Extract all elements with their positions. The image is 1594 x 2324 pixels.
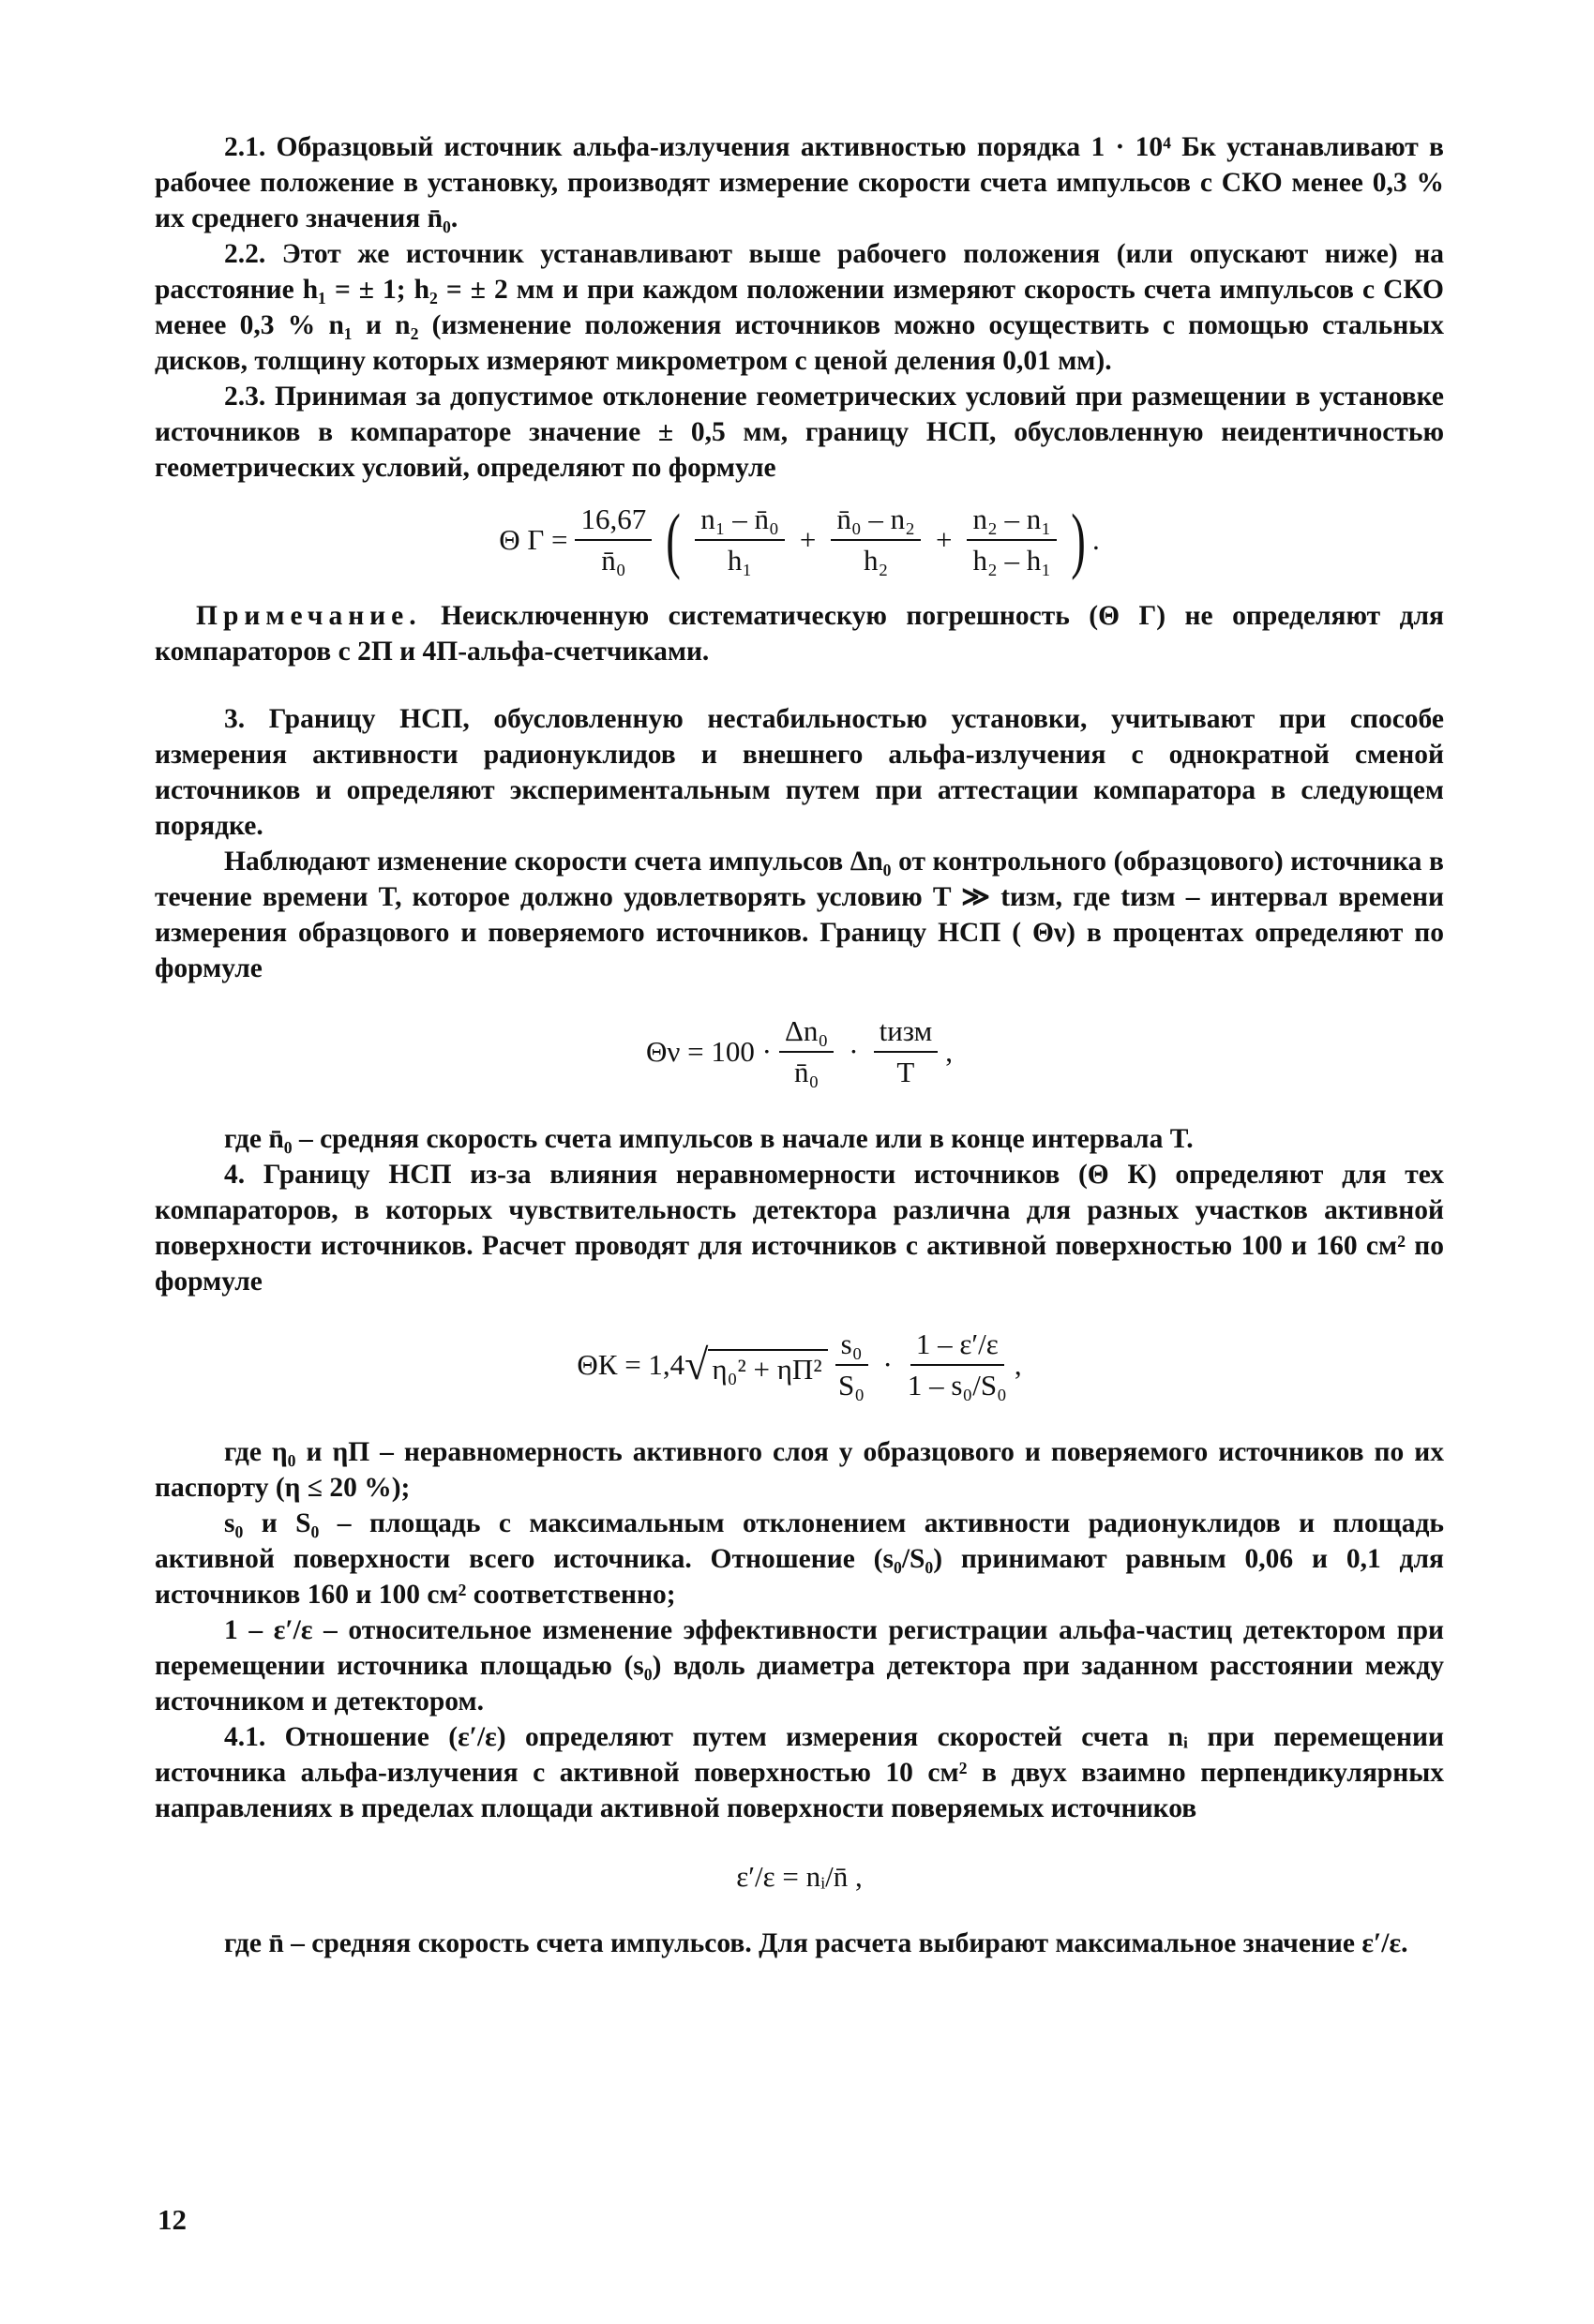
term-1-numerator: n₁ – n̄₀ (695, 502, 785, 541)
paragraph-where-eta: где η₀ и ηП – неравномерность активного слоя у образцового и поверяемого источников по их паспорту (η ≤ 20 %); (155, 1437, 1444, 1503)
fraction-time (874, 1014, 939, 1089)
paragraph-where-nbar: где n̄ – средняя скорость счета импульсов. Для расчета выбирают максимальное значение ε′/ε. (224, 1928, 1408, 1958)
paragraph-2-1: 2.1. Образцовый источник альфа-излучения активностью порядка 1 · 10⁴ Бк устанавливают в рабочее положение в установку, производят измерение скорости счета импульсов с СКО менее 0,3 % их среднего значения n̄₀. (155, 132, 1444, 233)
multiply-dot: · (849, 1035, 859, 1068)
fraction-term-1 (695, 502, 785, 577)
formula-theta-k (155, 1327, 1444, 1402)
paragraph-where-eps: 1 – ε′/ε – относительное изменение эффективности регистрации альфа-частиц детектором при перемещении источника площадью (s₀) вдоль диаметра детектора при заданном расстоянии между источником и детектором. (155, 1615, 1444, 1717)
formula-theta-k-lhs: ΘК = 1,4 (577, 1348, 685, 1381)
formula-end-mark: . (1092, 523, 1100, 556)
fraction-coefficient (575, 502, 652, 577)
term-3-numerator: n₂ – n₁ (967, 502, 1057, 541)
area-ratio-denominator: S₀ (838, 1369, 865, 1402)
fraction-delta-n (779, 1014, 834, 1089)
formula-eps-ratio (155, 1860, 1444, 1894)
plus-sign: + (935, 523, 953, 556)
paragraph-4: 4. Границу НСП из-за влияния неравномерности источников (Θ К) определяют для тех компараторов, в которых чувствительность детектора различна для разных участков активной поверхности источников. Расчет проводят для источников с активной поверхностью 100 и 160 см² по формуле (155, 1160, 1444, 1297)
right-paren: ) (1071, 499, 1086, 580)
section-gap (155, 669, 1444, 701)
area-ratio-numerator: s₀ (835, 1327, 868, 1366)
time-denominator: T (896, 1056, 915, 1088)
delta-n-numerator: Δn₀ (779, 1014, 834, 1053)
formula-theta-g (155, 499, 1444, 580)
formula-theta-v (155, 1014, 1444, 1089)
radicand: η₀² + ηП² (708, 1349, 827, 1387)
document-page (155, 129, 1444, 1961)
paragraph-2-2: 2.2. Этот же источник устанавливают выше рабочего положения (или опускают ниже) на расстояние h₁ = ± 1; h₂ = ± 2 мм и при каждом положении измеряют скорость счета импульсов с СКО менее 0,3 % n₁ и n₂ (изменение положения источников можно осуществить с помощью стальных дисков, толщину которых измеряют микрометром с ценой деления 0,01 мм). (155, 239, 1444, 376)
page-number: 12 (158, 2203, 187, 2236)
paragraph-3-observation: Наблюдают изменение скорости счета импульсов Δn₀ от контрольного (образцового) источника в течение времени T, которое должно удовлетворять условию T ≫ tизм, где tизм – интервал времени измерения образцового и поверяемого источников. Границу НСП ( Θν) в процентах определяют по формуле (155, 847, 1444, 983)
term-3-denominator: h₂ – h₁ (972, 544, 1052, 577)
paragraph-where-s0: s₀ и S₀ – площадь с максимальным отклонением активности радионуклидов и площадь активной поверхности всего источника. Отношение (s₀/S₀) принимают равным 0,06 и 0,1 для источников 160 и 100 см² соответственно; (155, 1508, 1444, 1610)
note-label: Примечание. (196, 601, 422, 631)
paragraph-2-3: 2.3. Принимая за допустимое отклонение геометрических условий при размещении в установке источников в компараторе значение ± 0,5 мм, границу НСП, обусловленную неидентичностью геометрических условий, определяют по формуле (155, 382, 1444, 483)
fraction-term-2 (831, 502, 921, 577)
fraction-term-3 (967, 502, 1057, 577)
left-paren: ( (666, 499, 682, 580)
coefficient-denominator: n̄₀ (601, 544, 626, 577)
fraction-efficiency (908, 1327, 1007, 1402)
formula-end-mark: , (1014, 1348, 1022, 1381)
paragraph-where-n0: где n̄₀ – средняя скорость счета импульсов в начале или в конце интервала T. (224, 1124, 1194, 1154)
delta-n-denominator: n̄₀ (793, 1056, 820, 1088)
formula-theta-g-lhs: Θ Г = (499, 523, 568, 556)
coefficient-numerator: 16,67 (575, 502, 652, 541)
paragraph-3: 3. Границу НСП, обусловленную нестабильностью установки, учитывают при способе измерения активности радионуклидов и внешнего альфа-излучения с однократной сменой источников и определяют экспериментальным путем при аттестации компаратора в следующем порядке. (155, 704, 1444, 841)
formula-eps-text: ε′/ε = nᵢ/n̄ , (736, 1860, 863, 1893)
formula-theta-v-lhs: Θν = 100 · (646, 1035, 772, 1068)
note-text: Неисключенную систематическую погрешность (Θ Г) не определяют для компараторов с 2П и 4П-альфа-счетчиками. (155, 601, 1444, 667)
multiply-dot: · (882, 1348, 893, 1381)
formula-end-mark: , (945, 1035, 953, 1068)
efficiency-denominator: 1 – s₀/S₀ (907, 1369, 1007, 1402)
term-1-denominator: h₁ (727, 544, 753, 577)
term-2-denominator: h₂ (863, 544, 889, 577)
efficiency-numerator: 1 – ε′/ε (910, 1327, 1004, 1366)
square-root (684, 1343, 827, 1387)
paragraph-4-1: 4.1. Отношение (ε′/ε) определяют путем измерения скоростей счета nᵢ при перемещении источника альфа-излучения с активной поверхностью 10 см² в двух взаимно перпендикулярных направлениях в пределах площади активной поверхности поверяемых источников (155, 1722, 1444, 1823)
fraction-area-ratio (835, 1327, 868, 1402)
term-2-numerator: n̄₀ – n₂ (831, 502, 921, 541)
plus-sign: + (799, 523, 817, 556)
time-numerator: tизм (874, 1014, 939, 1053)
note-paragraph (155, 598, 1444, 669)
radical-sign: √ (684, 1341, 709, 1388)
